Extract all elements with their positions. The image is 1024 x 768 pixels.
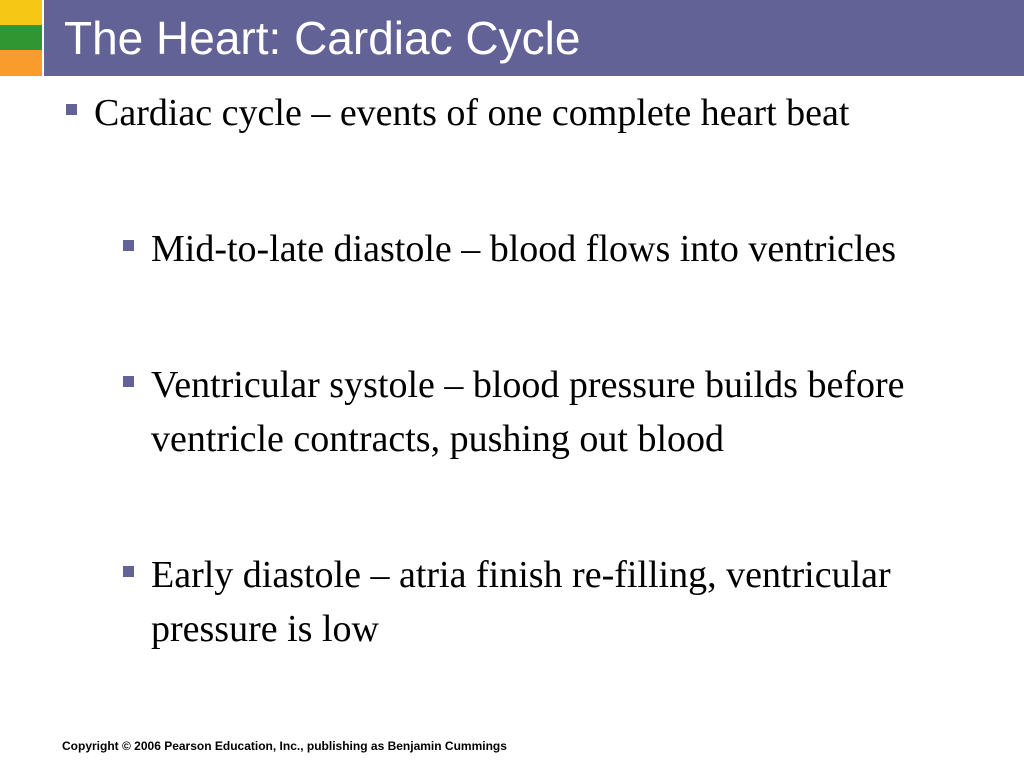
square-bullet-icon <box>123 566 134 577</box>
square-bullet-icon <box>123 240 134 251</box>
copyright-footer: Copyright © 2006 Pearson Education, Inc., publishing as Benjamin Cummings <box>62 739 507 753</box>
square-bullet-icon <box>123 376 134 387</box>
sub-bullet-early-diastole <box>151 548 991 656</box>
sub-bullet-text: Early diastole – atria finish re-filling, ventricular pressure is low <box>151 554 891 650</box>
sub-bullet-mid-to-late-diastole <box>151 222 991 276</box>
slide-title: The Heart: Cardiac Cycle <box>64 12 581 64</box>
sub-bullet-text: Ventricular systole – blood pressure builds before ventricle contracts, pushing out blood <box>151 364 905 460</box>
square-bullet-icon <box>66 104 77 115</box>
sub-bullet-ventricular-systole <box>151 358 991 466</box>
sub-bullet-text: Mid-to-late diastole – blood flows into ventricles <box>151 228 897 270</box>
bullet-cardiac-cycle <box>94 86 974 140</box>
bullet-text: Cardiac cycle – events of one complete heart beat <box>94 92 850 134</box>
